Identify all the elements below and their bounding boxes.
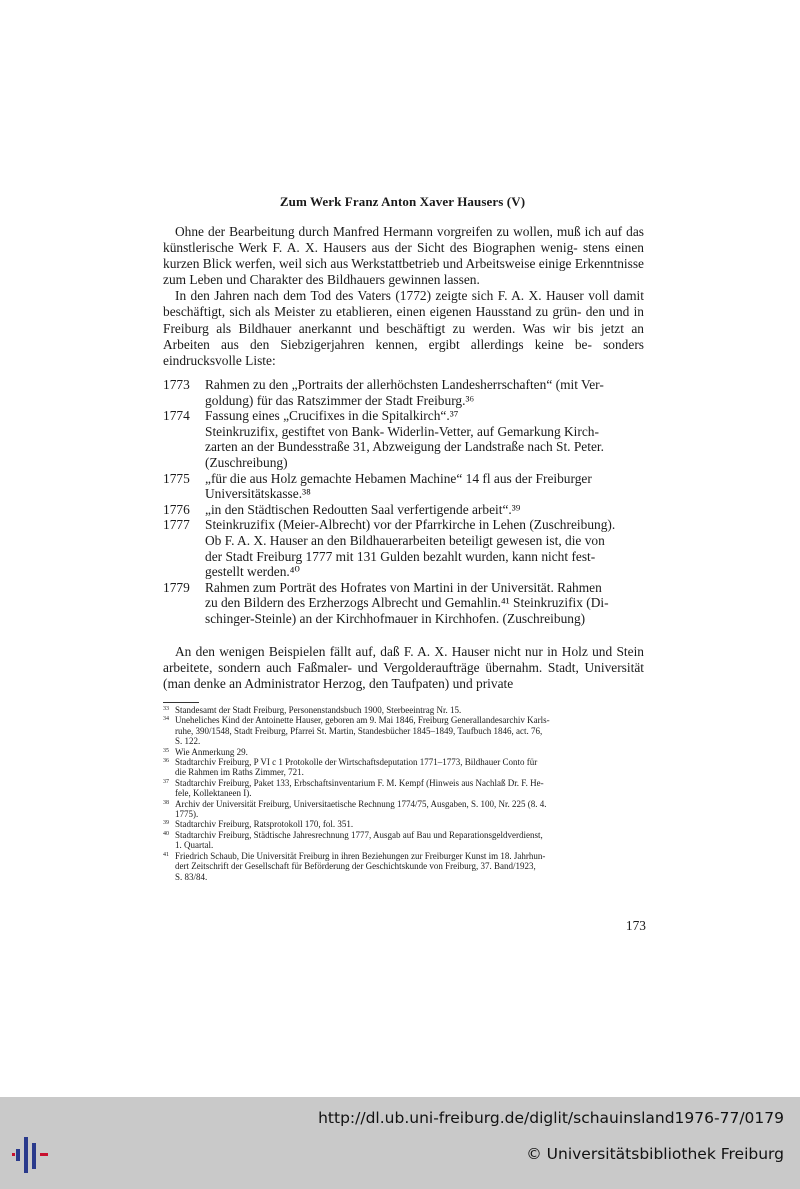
entry-line: „in den Städtischen Redoutten Saal verfertigende arbeit“.³⁹ bbox=[205, 501, 521, 517]
footnote-line: 1775). bbox=[175, 809, 199, 820]
entry-line: Steinkruzifix, gestiftet von Bank- Widerlin-Vetter, auf Gemarkung Kirch- bbox=[205, 423, 599, 439]
text-line: auf das künstlerische Werk F. A. X. Hausers aus der Sicht des Biographen wenig- bbox=[163, 224, 644, 256]
entry-line: goldung) für das Ratszimmer der Stadt Freiburg.³⁶ bbox=[205, 392, 475, 408]
footnote-number: 41 bbox=[163, 851, 169, 858]
footnote-line: Stadtarchiv Freiburg, Ratsprotokoll 170, fol. 351. bbox=[175, 819, 354, 830]
footnote-line: dert Zeitschrift der Gesellschaft für Beförderung der Geschichtskunde von Freiburg, 37. Band/1923, bbox=[175, 861, 536, 872]
footnote-line: 1. Quartal. bbox=[175, 840, 214, 851]
footnotes bbox=[163, 705, 644, 882]
footnote-line: Friedrich Schaub, Die Universität Freiburg in ihren Beziehungen zur Freiburger Kunst im 18. Jahrhun- bbox=[175, 850, 546, 861]
footnote-line: Stadtarchiv Freiburg, Städtische Jahresrechnung 1777, Ausgab auf Bau und Reparationsgeldverdienst, bbox=[175, 829, 543, 840]
entry-year: 1775 bbox=[163, 470, 190, 486]
footnote-line: ruhe, 390/1548, Stadt Freiburg, Pfarrei St. Martin, Standesbücher 1845–1849, Taufbuch 1846, act. 76, bbox=[175, 725, 543, 736]
footnote-line: Stadtarchiv Freiburg, P VI c 1 Protokolle der Wirtschaftsdeputation 1771–1773, Bildhauer Conto für bbox=[175, 757, 538, 768]
entry-line: Steinkruzifix (Meier-Albrecht) vor der Pfarrkirche in Lehen (Zuschreibung). bbox=[205, 517, 616, 533]
footnote-line: S. 83/84. bbox=[175, 871, 208, 882]
footnote-number: 33 bbox=[163, 706, 169, 712]
list-item bbox=[163, 471, 644, 502]
text-line: damit beschäftigt, sich als Meister zu etablieren, einen eigenen Hausstand zu grün- bbox=[163, 288, 644, 320]
viewer-footer bbox=[0, 1097, 800, 1189]
text-line: sonders eindrucksvolle Liste: bbox=[163, 336, 644, 368]
entry-year: 1774 bbox=[163, 408, 190, 424]
text-line: Ohne der Bearbeitung durch Manfred Hermann vorgreifen zu wollen, muß ich bbox=[175, 224, 602, 239]
copyright-notice: © Universitätsbibliothek Freiburg bbox=[526, 1145, 784, 1163]
footnote bbox=[163, 799, 644, 820]
footnote-number: 40 bbox=[163, 830, 169, 837]
footnote bbox=[163, 705, 644, 715]
paragraph bbox=[163, 288, 644, 368]
entry-line: Ob F. A. X. Hauser an den Bildhauerarbeiten beteiligt gewesen ist, die von bbox=[205, 532, 605, 548]
footnote-line: Archiv der Universität Freiburg, Universitaetische Rechnung 1774/75, Ausgaben, S. 100, Nr. 225 (8. 4. bbox=[175, 798, 547, 809]
source-url-link[interactable]: http://dl.ub.uni-freiburg.de/diglit/schauinsland1976-77/0179 bbox=[318, 1109, 784, 1127]
footnote-number: 38 bbox=[163, 799, 169, 806]
library-logo-icon bbox=[12, 1133, 52, 1177]
page-title: Zum Werk Franz Anton Xaver Hausers (V) bbox=[279, 194, 526, 209]
entry-line: zarten an der Bundesstraße 31, Abzweigung der Landstraße nach St. Peter. bbox=[205, 439, 604, 455]
footnote-number: 36 bbox=[163, 758, 169, 765]
entry-line: Rahmen zu den „Portraits der allerhöchsten Landesherrschaften“ (mit Ver- bbox=[205, 377, 604, 392]
entry-year: 1776 bbox=[163, 501, 190, 517]
text-line: stens einen kurzen Blick werfen, weil sich aus Werkstattbetrieb und Arbeitsweise bbox=[163, 240, 644, 272]
entry-year: 1777 bbox=[163, 517, 190, 533]
list-item bbox=[163, 517, 644, 579]
text-line: Universität (man denke an Administrator Herzog, den Taufpaten) und private bbox=[163, 660, 644, 692]
intro-text bbox=[163, 224, 644, 369]
footnote bbox=[163, 757, 644, 778]
entry-line: der Stadt Freiburg 1777 mit 131 Gulden bezahlt wurden, kann nicht fest- bbox=[205, 548, 596, 564]
footnote bbox=[163, 830, 644, 851]
works-list bbox=[163, 377, 644, 627]
footnote bbox=[163, 851, 644, 882]
entry-year: 1779 bbox=[163, 579, 190, 595]
list-item bbox=[163, 408, 644, 470]
paragraph bbox=[163, 644, 644, 692]
entry-line: Universitätskasse.³⁸ bbox=[205, 486, 311, 502]
paragraph bbox=[163, 224, 644, 288]
closing-text bbox=[163, 644, 644, 692]
footnote-number: 35 bbox=[163, 747, 169, 754]
entry-line: (Zuschreibung) bbox=[205, 454, 288, 470]
footnote-line: fele, Kollektaneen I). bbox=[175, 788, 252, 799]
entry-line: Fassung eines „Crucifixes in die Spitalkirch“.³⁷ bbox=[205, 408, 459, 424]
footnote-divider bbox=[163, 702, 199, 703]
list-item bbox=[163, 580, 644, 627]
footnote bbox=[163, 778, 644, 799]
footnote-number: 37 bbox=[163, 778, 169, 785]
list-item bbox=[163, 377, 644, 408]
list-item bbox=[163, 502, 644, 518]
text-line: In den Jahren nach dem Tod des Vaters (1772) zeigte sich F. A. X. Hauser voll bbox=[175, 288, 610, 304]
page-number: 173 bbox=[625, 918, 646, 933]
entry-line: gestellt werden.⁴⁰ bbox=[205, 564, 300, 580]
entry-year: 1773 bbox=[163, 377, 190, 392]
footnote bbox=[163, 715, 644, 746]
entry-line: Rahmen zum Porträt des Hofrates von Martini in der Universität. Rahmen bbox=[205, 579, 602, 595]
footnote-line: die Rahmen im Raths Zimmer, 721. bbox=[175, 767, 304, 778]
footnote bbox=[163, 747, 644, 757]
entry-line: zu den Bildern des Erzherzogs Albrecht und Gemahlin.⁴¹ Steinkruzifix (Di- bbox=[205, 595, 609, 611]
text-line: Stein arbeitete, sondern auch Faßmaler- und Vergolderaufträge übernahm. Stadt, bbox=[163, 644, 644, 676]
text-line: An den wenigen Beispielen fällt auf, daß F. A. X. Hauser nicht nur in Holz und bbox=[175, 644, 613, 659]
text-line: einige Erkenntnisse zum Leben und Charakter des Bildhauers gewinnen lassen. bbox=[163, 256, 644, 288]
footnote-line: Uneheliches Kind der Antoinette Hauser, geboren am 9. Mai 1846, Freiburg Generallandesarchiv Karls- bbox=[175, 715, 550, 726]
entry-line: „für die aus Holz gemachte Hebamen Machine“ 14 fl aus der Freiburger bbox=[205, 470, 592, 486]
text-line: den und in Freiburg als Bildhauer anerkannt und beschäftigt zu werden. Was wir bbox=[163, 304, 644, 336]
footnote-line: Wie Anmerkung 29. bbox=[175, 746, 248, 757]
footnote-number: 34 bbox=[163, 716, 169, 723]
footnote-line: S. 122. bbox=[175, 736, 201, 747]
footnote-line: Standesamt der Stadt Freiburg, Personenstandsbuch 1900, Sterbeeintrag Nr. 15. bbox=[175, 705, 462, 715]
footnote-number: 39 bbox=[163, 820, 169, 827]
footnote bbox=[163, 819, 644, 829]
footnote-line: Stadtarchiv Freiburg, Paket 133, Erbschaftsinventarium F. M. Kempf (Hinweis aus Nachlaß Dr. F. He- bbox=[175, 777, 544, 788]
text-line: bis jetzt an Arbeiten aus den Siebzigerjahren kennen, ergibt allerdings keine be- bbox=[163, 320, 644, 352]
entry-line: schinger-Steinle) an der Kirchhofmauer in Kirchhofen. (Zuschreibung) bbox=[205, 610, 586, 626]
